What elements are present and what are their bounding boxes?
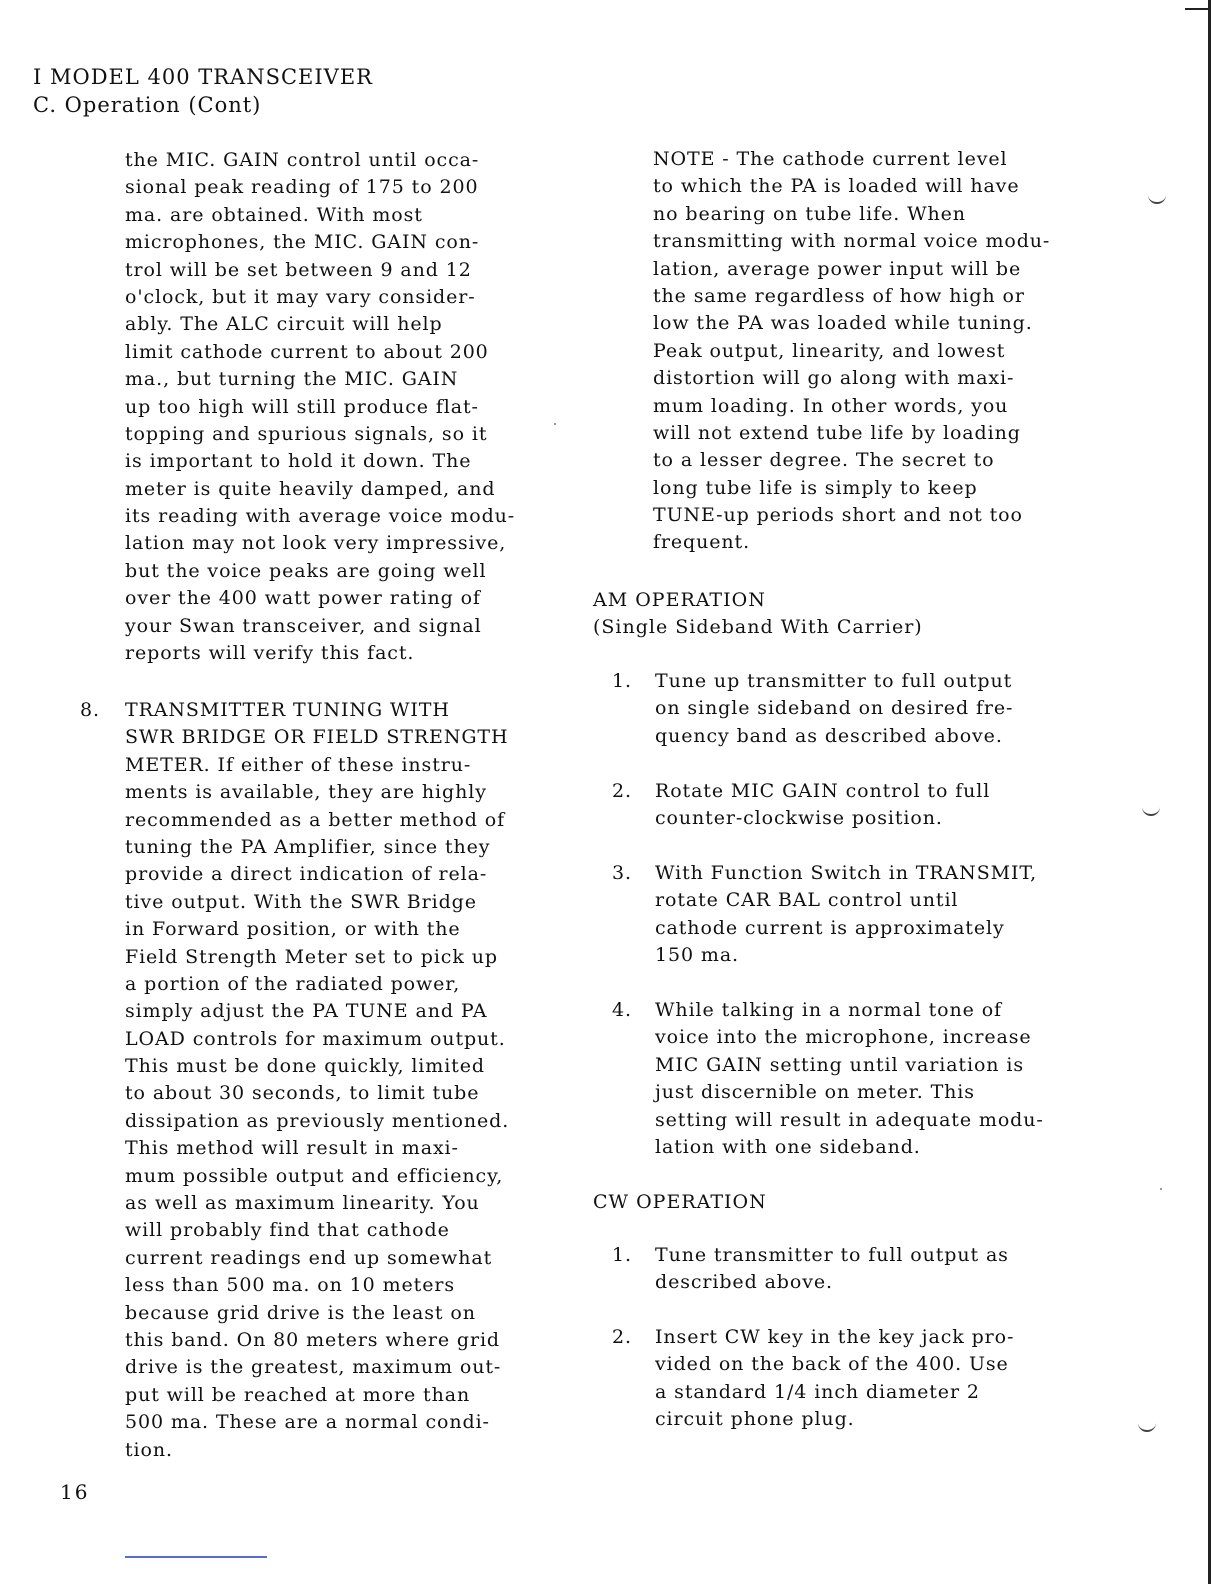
text-line: microphones, the MIC. GAIN con-: [125, 231, 480, 254]
text-line: TRANSMITTER TUNING WITH: [125, 699, 450, 721]
page-edge-line: [1208, 0, 1211, 1584]
text-line: TUNE-up periods short and not too: [653, 504, 1023, 527]
text-line: dissipation as previously mentioned.: [125, 1109, 510, 1132]
text-line: the same regardless of how high or: [653, 284, 1025, 307]
text-line: long tube life is simply to keep: [653, 476, 978, 499]
text-line: This must be done quickly, limited: [125, 1055, 485, 1078]
text-line: to which the PA is loaded will have: [653, 175, 1020, 198]
text-line: quency band as described above.: [655, 724, 1003, 747]
text-line: trol will be set between 9 and 12: [125, 258, 472, 281]
text-line: SWR BRIDGE OR FIELD STRENGTH: [125, 726, 509, 749]
text-line: topping and spurious signals, so it: [125, 422, 488, 445]
text-line: vided on the back of the 400. Use: [655, 1353, 1009, 1376]
step-number: 3.: [612, 862, 632, 884]
note-paragraph: [653, 146, 1050, 557]
text-line: NOTE - The cathode current level: [653, 148, 1008, 170]
text-line: on single sideband on desired fre-: [655, 697, 1014, 720]
item-8-paragraph: [125, 697, 509, 1464]
text-line: mum possible output and efficiency,: [125, 1164, 504, 1187]
text-line: lation may not look very impressive,: [125, 532, 507, 555]
am-step-2: [655, 778, 990, 833]
scan-mark: [1142, 806, 1160, 816]
step-number: 4.: [612, 999, 632, 1021]
text-line: will probably find that cathode: [125, 1219, 450, 1242]
cw-step-1: [655, 1242, 1009, 1297]
scan-speck: [1160, 1188, 1162, 1190]
text-line: over the 400 watt power rating of: [125, 587, 481, 610]
text-line: With Function Switch in TRANSMIT,: [655, 862, 1038, 884]
text-line: While talking in a normal tone of: [655, 999, 1002, 1021]
text-line: simply adjust the PA TUNE and PA: [125, 1000, 488, 1023]
text-line: your Swan transceiver, and signal: [125, 614, 482, 637]
manual-title: I MODEL 400 TRANSCEIVER: [33, 65, 373, 89]
text-line: cathode current is approximately: [655, 916, 1005, 939]
text-line: a portion of the radiated power,: [125, 972, 461, 995]
text-line: reports will verify this fact.: [125, 642, 415, 665]
text-line: the MIC. GAIN control until occa-: [125, 149, 480, 171]
text-line: voice into the microphone, increase: [655, 1026, 1032, 1049]
text-line: counter-clockwise position.: [655, 807, 943, 830]
am-step-4: [655, 997, 1044, 1161]
text-line: ma. are obtained. With most: [125, 203, 423, 226]
text-line: meter is quite heavily damped, and: [125, 477, 496, 500]
section-title: C. Operation (Cont): [33, 93, 262, 117]
text-line: current readings end up somewhat: [125, 1246, 493, 1269]
text-line: a standard 1/4 inch diameter 2: [655, 1380, 980, 1403]
text-line: circuit phone plug.: [655, 1408, 855, 1431]
text-line: in Forward position, or with the: [125, 918, 461, 941]
scan-mark: [1148, 194, 1166, 204]
cw-operation-heading: CW OPERATION: [593, 1191, 767, 1213]
text-line: METER. If either of these instru-: [125, 753, 472, 776]
text-line: This method will result in maxi-: [125, 1137, 459, 1160]
text-line: just discernible on meter. This: [655, 1081, 975, 1104]
text-line: ments is available, they are highly: [125, 781, 487, 804]
text-line: distortion will go along with maxi-: [653, 367, 1015, 390]
item-number: 8.: [80, 699, 100, 721]
scan-mark: [1138, 1422, 1156, 1432]
text-line: provide a direct indication of rela-: [125, 863, 488, 886]
text-line: less than 500 ma. on 10 meters: [125, 1274, 455, 1297]
text-line: LOAD controls for maximum output.: [125, 1027, 506, 1050]
text-line: Insert CW key in the key jack pro-: [655, 1326, 1015, 1348]
text-line: will not extend tube life by loading: [653, 421, 1021, 444]
step-number: 1.: [612, 1244, 632, 1266]
text-line: low the PA was loaded while tuning.: [653, 312, 1033, 335]
text-line: mum loading. In other words, you: [653, 394, 1009, 417]
footer-rule: [125, 1556, 267, 1558]
text-line: o'clock, but it may vary consider-: [125, 285, 476, 308]
step-number: 2.: [612, 1326, 632, 1348]
cw-step-2: [655, 1324, 1014, 1434]
text-line: lation with one sideband.: [655, 1135, 921, 1158]
text-line: to a lesser degree. The secret to: [653, 449, 995, 472]
text-line: ma., but turning the MIC. GAIN: [125, 368, 459, 391]
text-line: sional peak reading of 175 to 200: [125, 176, 479, 199]
am-operation-subheading: (Single Sideband With Carrier): [593, 616, 923, 638]
text-line: limit cathode current to about 200: [125, 340, 489, 363]
text-line: as well as maximum linearity. You: [125, 1192, 480, 1215]
step-number: 1.: [612, 670, 632, 692]
text-line: is important to hold it down. The: [125, 450, 472, 473]
am-step-1: [655, 668, 1013, 750]
text-line: up too high will still produce flat-: [125, 395, 479, 418]
text-line: 500 ma. These are a normal condi-: [125, 1411, 490, 1434]
text-line: Peak output, linearity, and lowest: [653, 339, 1006, 362]
text-line: recommended as a better method of: [125, 808, 506, 831]
scan-speck: [554, 423, 556, 425]
text-line: its reading with average voice modu-: [125, 505, 516, 528]
text-line: frequent.: [653, 531, 751, 554]
step-number: 2.: [612, 780, 632, 802]
text-line: put will be reached at more than: [125, 1383, 471, 1406]
text-line: MIC GAIN setting until variation is: [655, 1053, 1024, 1076]
text-line: drive is the greatest, maximum out-: [125, 1356, 502, 1379]
text-line: Tune up transmitter to full output: [655, 670, 1013, 692]
text-line: rotate CAR BAL control until: [655, 889, 959, 912]
text-line: 150 ma.: [655, 944, 739, 967]
text-line: Tune transmitter to full output as: [655, 1244, 1009, 1266]
text-line: to about 30 seconds, to limit tube: [125, 1082, 480, 1105]
text-line: setting will result in adequate modu-: [655, 1108, 1044, 1131]
text-line: Field Strength Meter set to pick up: [125, 945, 498, 968]
am-step-3: [655, 860, 1037, 970]
text-line: Rotate MIC GAIN control to full: [655, 780, 991, 802]
text-line: transmitting with normal voice modu-: [653, 230, 1051, 253]
text-line: lation, average power input will be: [653, 257, 1022, 280]
text-line: no bearing on tube life. When: [653, 202, 966, 225]
text-line: this band. On 80 meters where grid: [125, 1328, 500, 1351]
text-line: tion.: [125, 1438, 173, 1461]
am-operation-heading: AM OPERATION: [593, 589, 766, 611]
text-line: tive output. With the SWR Bridge: [125, 890, 477, 913]
text-line: but the voice peaks are going well: [125, 559, 487, 582]
text-line: described above.: [655, 1271, 833, 1294]
text-line: ably. The ALC circuit will help: [125, 313, 443, 336]
text-line: because grid drive is the least on: [125, 1301, 476, 1324]
text-line: tuning the PA Amplifier, since they: [125, 835, 491, 858]
continuation-paragraph: [125, 147, 515, 667]
page-number: 16: [60, 1480, 90, 1504]
